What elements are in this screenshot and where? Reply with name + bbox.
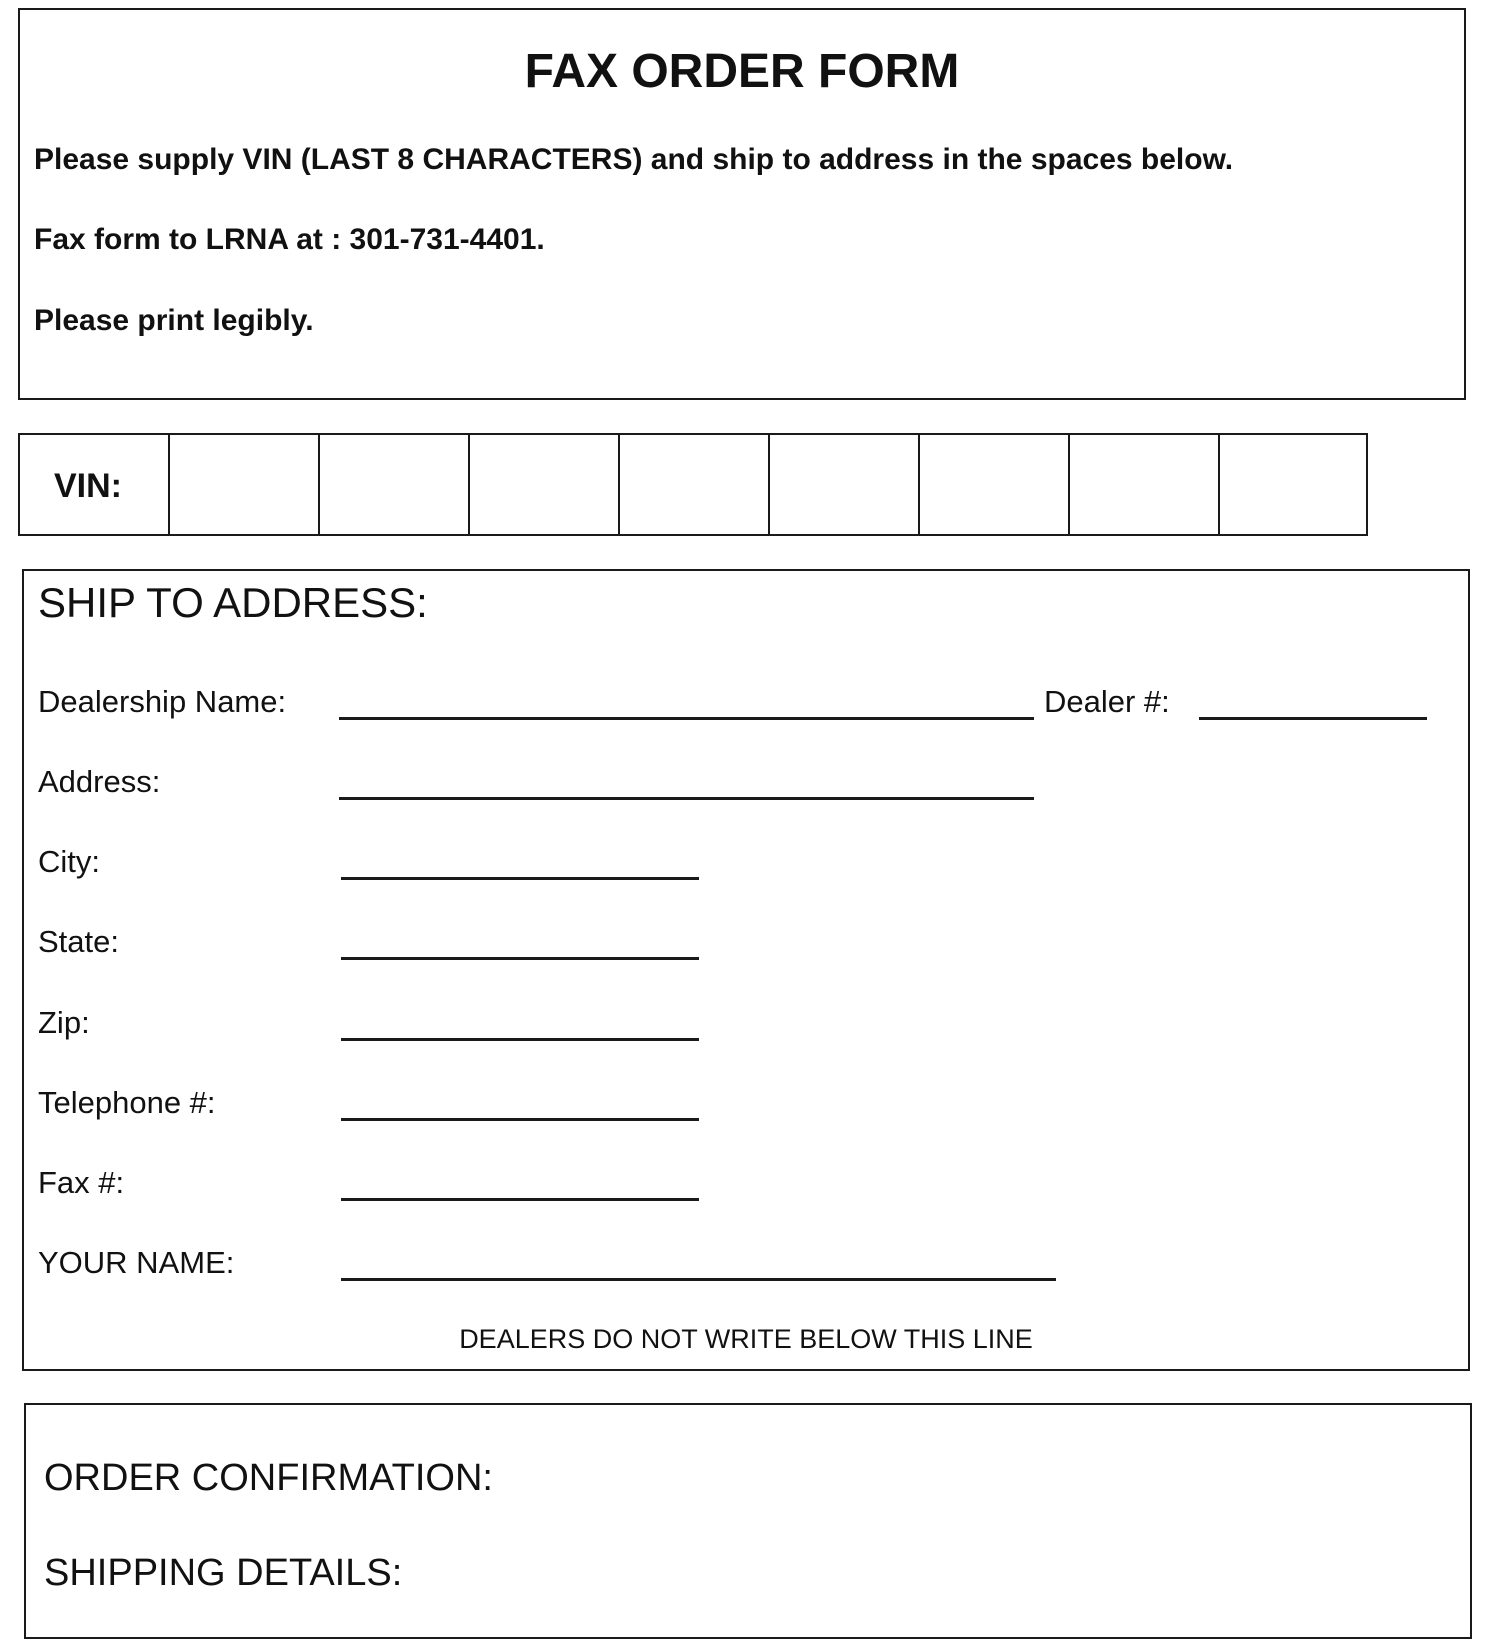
vin-entry-row	[18, 433, 1368, 536]
address-field[interactable]	[339, 797, 1034, 800]
office-use-section	[24, 1403, 1472, 1639]
dealer-number-field[interactable]	[1199, 717, 1427, 720]
instruction-supply-vin: Please supply VIN (LAST 8 CHARACTERS) and ship to address in the spaces below.	[34, 143, 1234, 176]
instruction-fax-number: Fax form to LRNA at : 301-731-4401.	[34, 223, 545, 256]
dealership-name-field[interactable]	[339, 717, 1034, 720]
vin-label: VIN:	[54, 467, 122, 505]
ship-to-title: SHIP TO ADDRESS:	[38, 579, 428, 626]
city-label: City:	[38, 844, 100, 879]
instruction-print-legibly: Please print legibly.	[34, 304, 314, 337]
vin-char-box-2[interactable]	[318, 435, 468, 534]
state-field[interactable]	[341, 957, 699, 960]
form-title: FAX ORDER FORM	[524, 45, 960, 98]
fax-label: Fax #:	[38, 1165, 125, 1200]
dealers-do-not-write-note: DEALERS DO NOT WRITE BELOW THIS LINE	[459, 1324, 1033, 1354]
address-label: Address:	[38, 764, 161, 799]
telephone-field[interactable]	[341, 1118, 699, 1121]
fax-field[interactable]	[341, 1198, 699, 1201]
vin-char-box-5[interactable]	[768, 435, 918, 534]
dealership-name-label: Dealership Name:	[38, 684, 287, 719]
ship-to-section	[22, 569, 1470, 1371]
vin-char-box-7[interactable]	[1068, 435, 1218, 534]
vin-char-box-8[interactable]	[1218, 435, 1368, 534]
state-label: State:	[38, 924, 119, 959]
shipping-details-label: SHIPPING DETAILS:	[44, 1552, 403, 1594]
dealer-number-label: Dealer #:	[1044, 684, 1170, 719]
telephone-label: Telephone #:	[38, 1085, 216, 1120]
your-name-label: YOUR NAME:	[38, 1245, 235, 1280]
zip-field[interactable]	[341, 1038, 699, 1041]
vin-char-box-6[interactable]	[918, 435, 1068, 534]
form-header	[18, 8, 1466, 400]
city-field[interactable]	[341, 877, 699, 880]
vin-char-box-1[interactable]	[168, 435, 318, 534]
vin-char-box-4[interactable]	[618, 435, 768, 534]
your-name-field[interactable]	[341, 1278, 1056, 1281]
zip-label: Zip:	[38, 1005, 90, 1040]
vin-char-box-3[interactable]	[468, 435, 618, 534]
order-confirmation-label: ORDER CONFIRMATION:	[44, 1457, 493, 1499]
